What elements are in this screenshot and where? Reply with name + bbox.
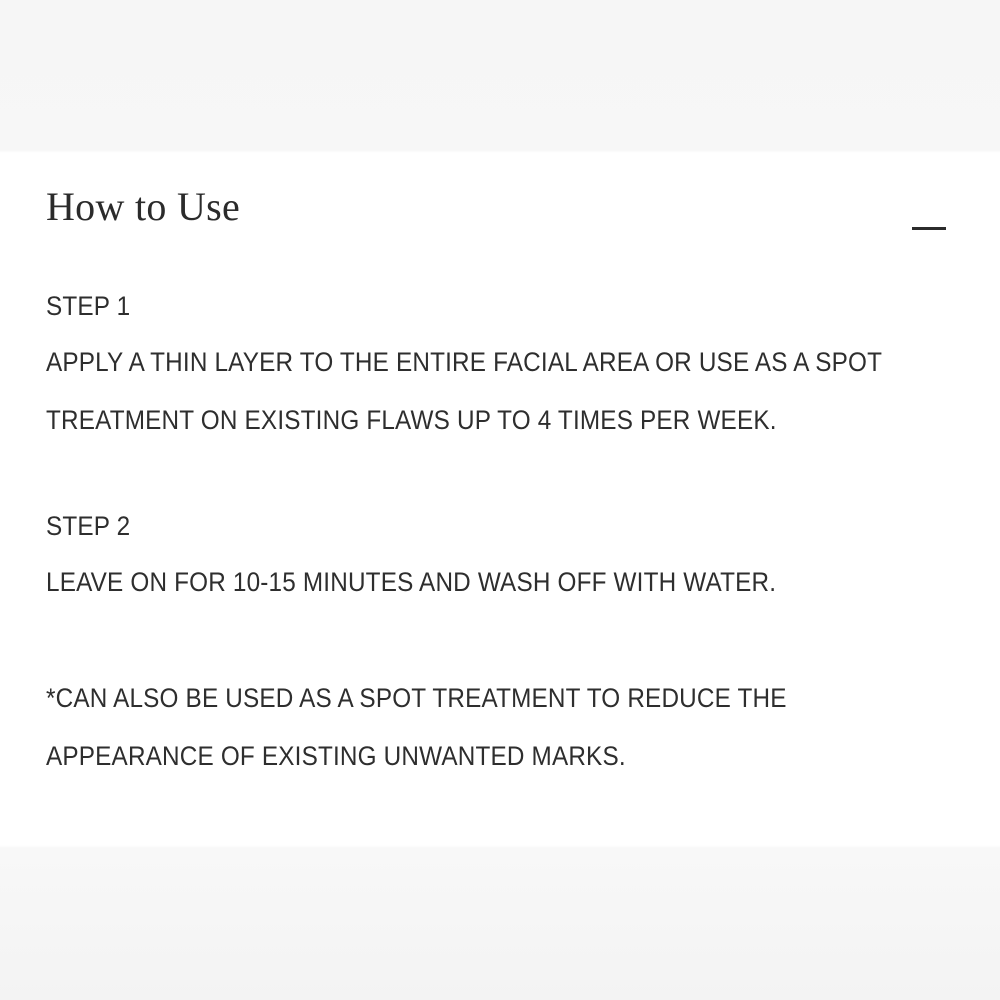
accordion-header-how-to-use[interactable] — [46, 183, 954, 243]
step-block-1 — [46, 287, 966, 449]
accordion-content — [46, 287, 966, 785]
step-instruction-line: LEAVE ON FOR 10-15 MINUTES AND WASH OFF WITH WATER. — [46, 567, 777, 597]
step-label: STEP 2 — [46, 511, 131, 541]
usage-note-line: APPEARANCE OF EXISTING UNWANTED MARKS. — [46, 741, 626, 771]
step-label: STEP 1 — [46, 291, 131, 321]
step-instructions — [46, 333, 883, 449]
how-to-use-panel — [0, 153, 1000, 845]
step-instruction-line: APPLY A THIN LAYER TO THE ENTIRE FACIAL AREA OR USE AS A SPOT — [46, 347, 883, 377]
accordion-title: How to Use — [46, 184, 241, 229]
step-instructions — [46, 553, 874, 611]
step-block-2 — [46, 507, 966, 611]
step-instruction-line: TREATMENT ON EXISTING FLAWS UP TO 4 TIMES PER WEEK. — [46, 405, 777, 435]
usage-note-line: *CAN ALSO BE USED AS A SPOT TREATMENT TO REDUCE THE — [46, 683, 787, 713]
collapse-toggle-button[interactable] — [912, 221, 946, 237]
usage-note — [46, 669, 874, 785]
minus-icon — [912, 227, 946, 230]
